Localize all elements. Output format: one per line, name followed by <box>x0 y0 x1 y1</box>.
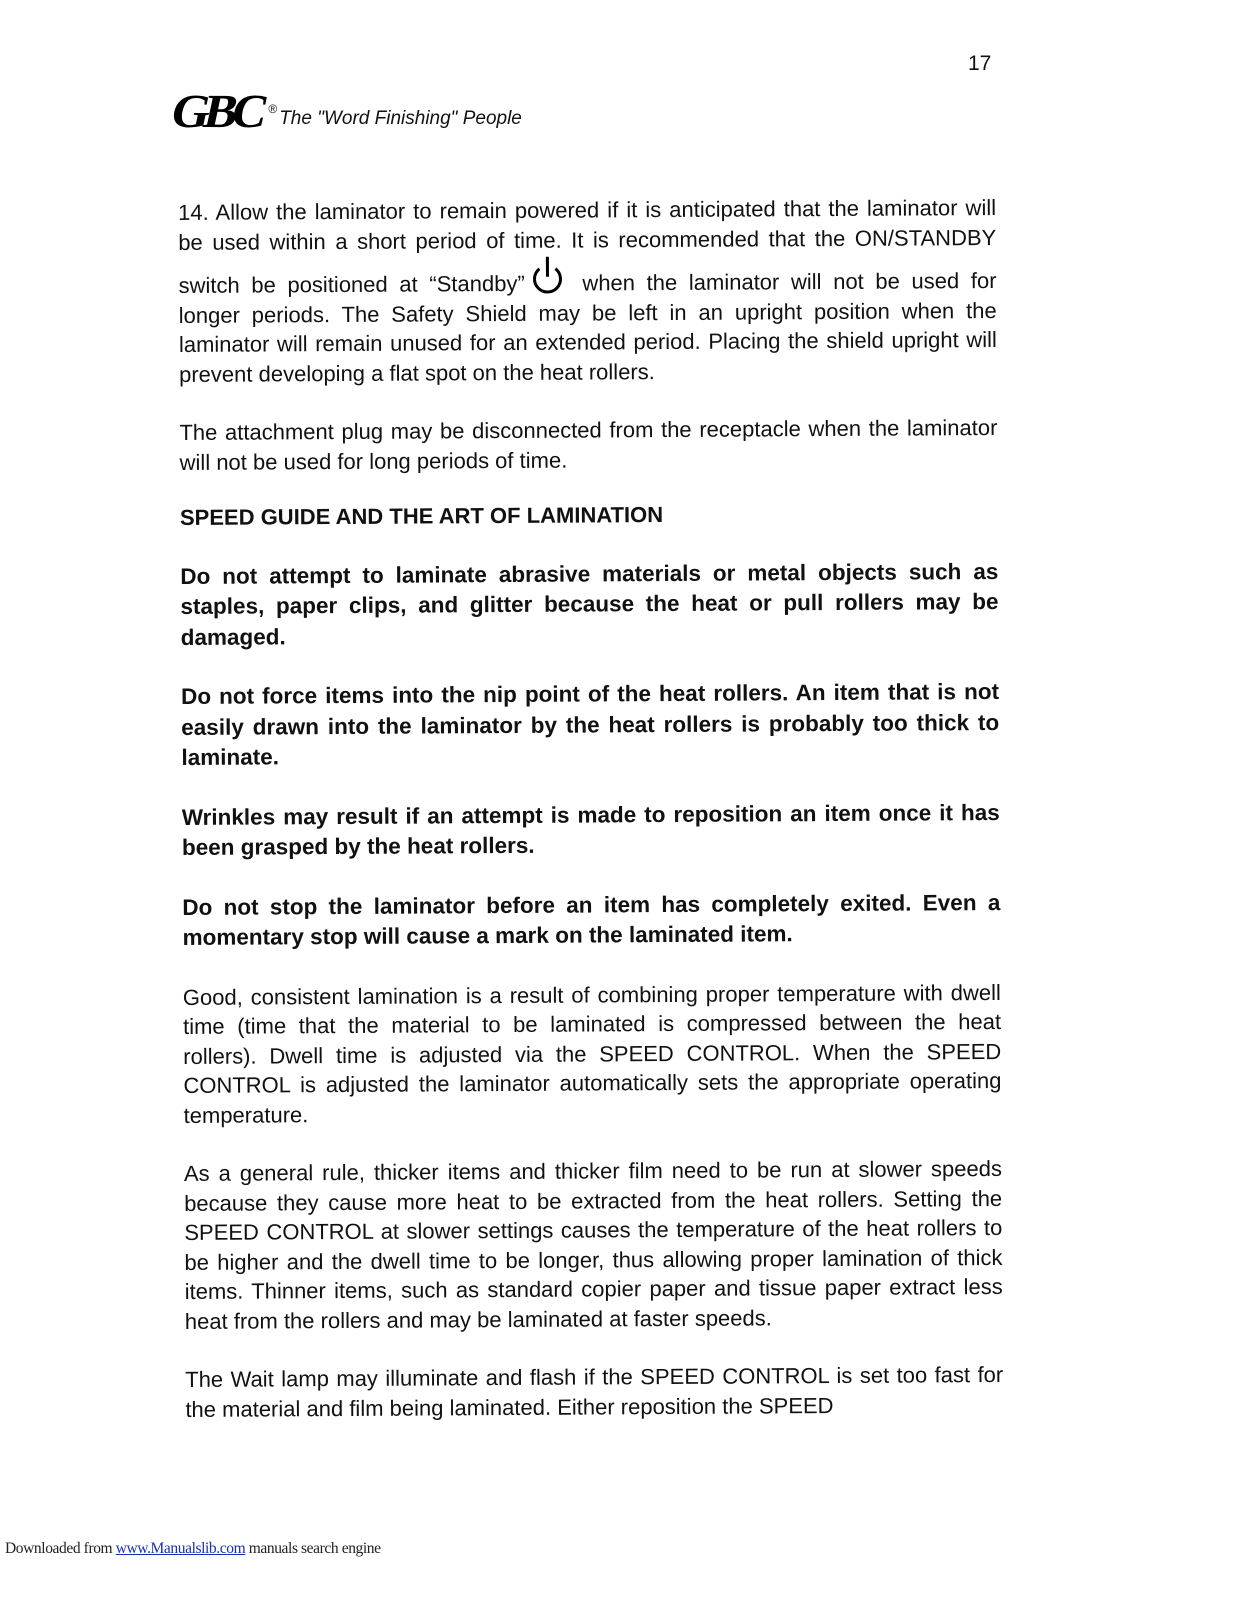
paragraph-good-lamination: Good, consistent lamination is a result of combining proper temperature with dwell time (time that the material to be laminated is compressed between the heat rollers). Dwell time is adjusted via the SPEED CONTROL. When the SPEED CONTROL is adjusted the laminator automatically sets the appropriate operating temperature. <box>182 979 1002 1128</box>
section-heading: SPEED GUIDE AND THE ART OF LAMINATION <box>179 502 664 530</box>
paragraph-14-part2: when the laminator will not be used for longer periods. The Safety Shield may be left in an upright position when the laminator will remain unused for an extended period. Placing the shield upright will prevent developing a flat spot on the heat rollers. <box>178 268 997 387</box>
tagline: The "Word Finishing" People <box>279 108 522 129</box>
warning-force: Do not force items into the nip point of the heat rollers. An item that is not easily drawn into the laminator by the heat rollers is probably too thick to laminate. <box>180 678 1000 770</box>
paragraph-14-part1: 14. Allow the laminator to remain powered if it is anticipated that the laminator will be used within a short period of time. It is recommended that the ON/STANDBY switch be positioned at “Standby” <box>178 195 997 298</box>
warning-wrinkles: Wrinkles may result if an attempt is made to reposition an item once it has been grasped by the heat rollers. <box>181 799 1000 860</box>
footer <box>5 1540 381 1558</box>
page-number: 17 <box>968 52 992 75</box>
document-body <box>178 193 1003 1424</box>
paragraph-general-rule: As a general rule, thicker items and thicker film need to be run at slower speeds because they cause more heat to be extracted from the heat rollers. Setting the SPEED CONTROL at slower settings causes the temperature of the heat rollers to be higher and the dwell time to be longer, thus allowing proper lamination of thick items. Thinner items, such as standard copier paper and tissue paper extract less heat from the rollers and may be laminated at faster speeds. <box>183 1155 1003 1334</box>
warning-abrasive: Do not attempt to laminate abrasive materials or metal objects such as staples, paper clips, and glitter because the heat or pull rollers may be damaged. <box>180 558 999 650</box>
manualslib-link[interactable]: www.Manualslib.com <box>115 1540 246 1557</box>
paragraph-14 <box>178 193 997 389</box>
gbc-logo: GBC <box>166 84 269 138</box>
power-standby-icon <box>529 255 567 295</box>
paragraph-plug: The attachment plug may be disconnected from the receptacle when the laminator will not be used for long periods of time. <box>179 414 998 475</box>
footer-suffix: manuals search engine <box>245 1540 381 1557</box>
paragraph-wait-lamp: The Wait lamp may illuminate and flash if the SPEED CONTROL is set too fast for the material and film being laminated. Either reposition the SPEED <box>185 1361 1004 1422</box>
footer-prefix: Downloaded from <box>5 1540 116 1557</box>
registered-mark: ® <box>268 102 278 116</box>
warning-stop: Do not stop the laminator before an item has completely exited. Even a momentary stop will cause a mark on the laminated item. <box>182 889 1001 950</box>
header <box>166 80 522 138</box>
